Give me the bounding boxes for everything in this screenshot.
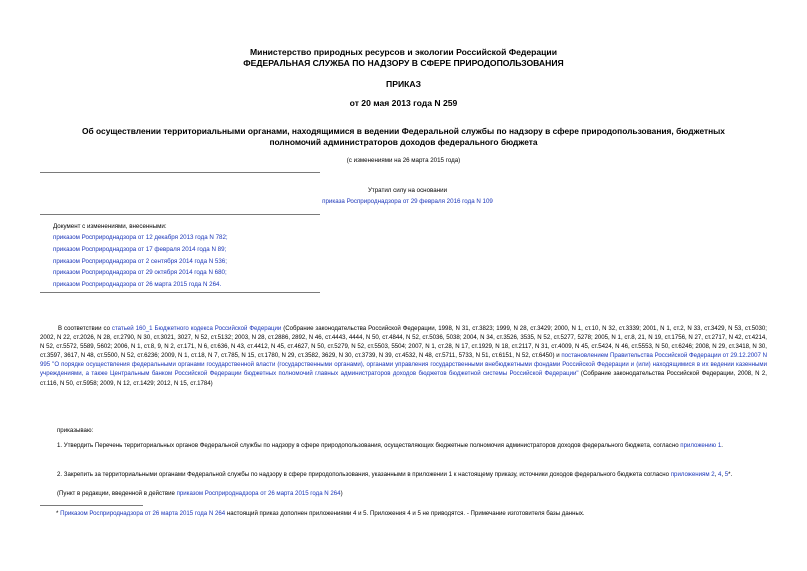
amendments-list [53, 233, 228, 291]
divider [40, 172, 320, 173]
appendix-1-link[interactable]: приложению 1 [680, 442, 722, 449]
amendment-link[interactable]: приказом Росприроднадзора от 12 декабря 2013 года N 782; [53, 234, 228, 241]
amendment-link[interactable]: приказом Росприроднадзора от 2 сентября 2014 года N 536; [53, 258, 227, 265]
footnote [56, 509, 585, 518]
amendment-link[interactable]: приказом Росприроднадзора от 17 февраля 2014 года N 89; [53, 246, 227, 253]
amendments-heading: Документ с изменениями, внесенными: [53, 223, 167, 230]
order-point-2 [40, 470, 767, 479]
order-point-1 [40, 441, 767, 450]
lost-force-link[interactable]: приказа Росприроднадзора от 29 февраля 2016 года N 109 [322, 198, 493, 205]
divider [40, 292, 320, 293]
changes-note: (с изменениями на 26 марта 2015 года) [346, 157, 461, 164]
preamble-citations: (Собрание законодательства Российской Федерации, 1998, N 31, ст.3823; 1999, N 28, ст.3429; 2000, N 1, ст.10, N 32, ст.3339; 2001, N 1, ст.2, N 33, ст.3429, N 53, ст.5030; 2002, N 22, ст.2026, N 28, ст.2790, N 30, ст.3021, 3027, N 52, ст.5132; 2003, N 28, ст.2886, 2892, N 46, ст.4443, 4444, N 50, ст.4844, N 52, ст.5036, 5038; 2004, N 34, ст.3526, 3535, N 52, ст.5277, 5278; 2005, N 1, ст.8, 21, N 19, ст.1756, N 27, ст.2717, N 42, ст.4214, N 52, ст.5572, 5589, 5602; 2006, N 1, ст.8, 9, N 2, ст.171, N 6, ст.636, N 43, ст.4412, N 45, ст.4627, N 50, ст.5279, N 52, ст.5503, 5504; 2007, N 1, ст.28, N 17, ст.1929, N 18, ст.2117, N 31, ст.4009, N 45, ст.5424, N 46, ст.5553, N 50, ст.6246; 2008, N 29, ст.3418, N 30, ст.3597, 3617, N 48, ст.5500, N 52, ст.6236; 2009, N 1, ст.18, N 7, ст.785, N 15, ст.1780, N 29, ст.3582, 3629, N 30, ст.3739, N 39, ст.4532, N 48, ст.5711, 5733, N 51, ст.6151, N 52, ст.6450) и [40, 325, 767, 360]
service-name: ФЕДЕРАЛЬНАЯ СЛУЖБА ПО НАДЗОРУ В СФЕРЕ ПРИРОДОПОЛЬЗОВАНИЯ [243, 58, 564, 68]
edit-note-end: ) [340, 490, 343, 497]
preamble-paragraph [40, 324, 767, 388]
preamble-intro: В соответствии со [58, 325, 112, 332]
footnote-link[interactable]: Приказом Росприроднадзора от 26 марта 2015 года N 264 [60, 510, 226, 517]
point-1-text: 1. Утвердить Перечень территориальных органов Федеральной службы по надзору в сфере природопользования, осуществляющих бюджетные полномочия администраторов доходов федерального бюджета, согласно [57, 442, 681, 449]
separator: , [714, 471, 718, 478]
doc-title-line1: Об осуществлении территориальными органами, находящимися в ведении Федеральной службы по надзору в сфере природопользования, бюджетных [82, 126, 725, 136]
footnote-mark: * [56, 510, 61, 517]
divider [40, 214, 320, 215]
appendix-4-link[interactable]: 4 [717, 471, 722, 478]
preamble-citations-2: (Собрание законодательства Российской Федерации, 2008, N 2, ст.116, N 50, ст.5958; 2009, N 12, ст.1429; 2012, N 15, ст.1784) [40, 370, 767, 387]
separator: , [721, 471, 725, 478]
doc-title-line2: полномочий администраторов доходов федерального бюджета [269, 137, 538, 147]
point-2-end: *. [728, 471, 733, 478]
amendment-link[interactable]: приказом Росприроднадзора от 29 октября 2014 года N 680; [53, 269, 227, 276]
appendix-5-link[interactable]: 5 [724, 471, 729, 478]
point-1-end: . [721, 442, 723, 449]
footnote-text: настоящий приказ дополнен приложениями 4 и 5. Приложения 4 и 5 не приводятся. - Примечание изготовителя базы данных. [225, 510, 585, 517]
ministry-name: Министерство природных ресурсов и экологии Российской Федерации [250, 47, 557, 57]
appendix-2-link[interactable]: приложениям 2 [670, 471, 715, 478]
amendment-link[interactable]: приказом Росприроднадзора от 26 марта 2015 года N 264. [53, 281, 222, 288]
point-2-edit-note [57, 489, 343, 498]
order-lead: приказываю: [57, 427, 94, 434]
government-resolution-link[interactable]: постановлением Правительства Российской Федерации от 29.12.2007 N 995 "О порядке осуществления федеральными органами государственной власти (государственными органами), органами управления государственными внебюджетными фондами Российской Федерации и (или) находящимися в их ведении казенными учреждениями, а также Центральным банком Российской Федерации бюджетных полномочий главных администраторов доходов бюджетов бюджетной системы Российской Федерации" [40, 352, 767, 378]
doc-type: ПРИКАЗ [386, 79, 421, 89]
doc-date: от 20 мая 2013 года N 259 [349, 98, 458, 108]
edit-note-text: (Пункт в редакции, введенной в действие [57, 490, 177, 497]
footnote-divider [40, 505, 143, 506]
lost-force-label: Утратил силу на основании [367, 187, 448, 194]
budget-code-link[interactable]: статьей 160_1 Бюджетного кодекса Российской Федерации [111, 325, 282, 332]
point-2-text: 2. Закрепить за территориальными органами Федеральной службы по надзору в сфере природопользования, указанными в приложении 1 к настоящему приказу, источники доходов федерального бюджета согласно [57, 471, 671, 478]
edit-note-link[interactable]: приказом Росприроднадзора от 26 марта 2015 года N 264 [176, 490, 341, 497]
